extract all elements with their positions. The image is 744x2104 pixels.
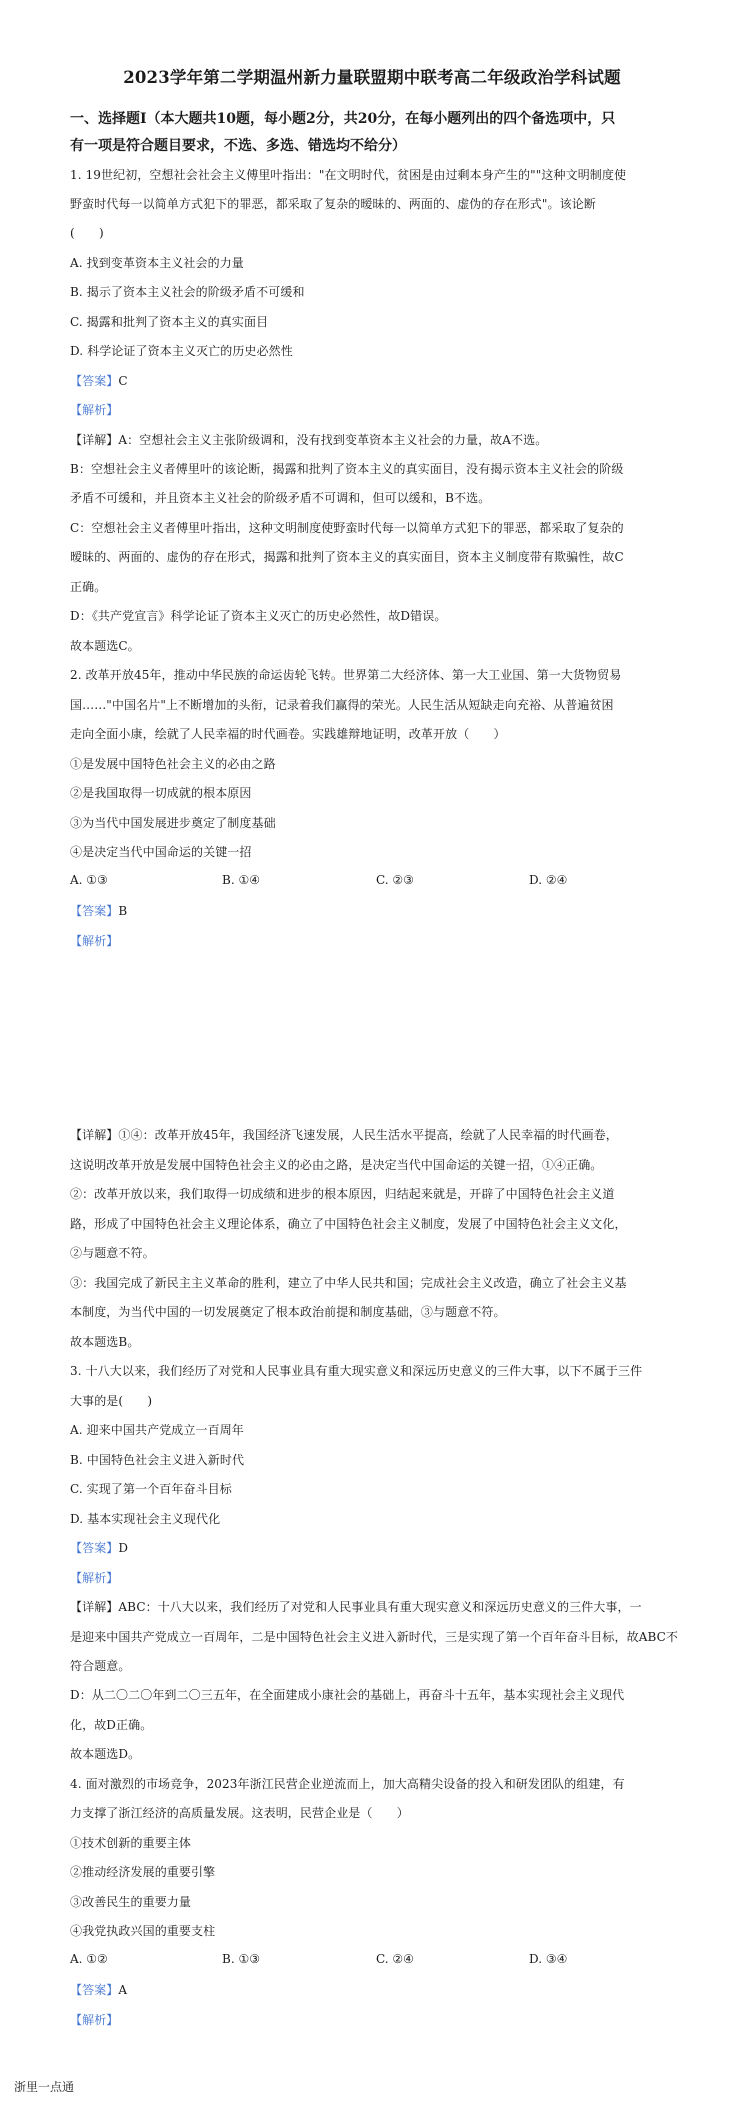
q2-item-1: ①是发展中国特色社会主义的必由之路 [70, 757, 276, 771]
q4-stem-line-2: 力支撑了浙江经济的高质量发展。这表明，民营企业是（ ） [70, 1806, 409, 1820]
q2-stem-line-1: 2. 改革开放45年，推动中华民族的命运齿轮飞转。世界第二大经济体、第一大工业国、第一大货物贸易 [70, 668, 622, 682]
q3-detail-line-2: 是迎来中国共产党成立一百周年，二是中国特色社会主义进入新时代，三是实现了第一个百年奋斗目标，故ABC不 [70, 1630, 678, 1644]
q4-item-1: ①技术创新的重要主体 [70, 1836, 192, 1850]
answer-value: C [118, 374, 128, 388]
q2-item-4: ④是决定当代中国命运的关键一招 [70, 845, 252, 859]
exam-title: 2023学年第二学期温州新力量联盟期中联考高二年级政治学科试题 [123, 68, 621, 87]
q3-answer [70, 1539, 128, 1556]
section-heading-line-2: 有一项是符合题目要求，不选、多选、错选均不给分） [70, 138, 406, 154]
q2-stem-line-2: 国……"中国名片"上不断增加的头衔，记录着我们赢得的荣光。人民生活从短缺走向充裕、从普遍贫困 [70, 698, 614, 712]
q4-option-a: A. ①② [70, 1952, 108, 1966]
answer-value: A [118, 1983, 128, 1997]
q2-analysis-tag: 【解析】 [70, 934, 119, 948]
q4-analysis-tag: 【解析】 [70, 2013, 119, 2027]
answer-tag: 【答案】 [70, 1983, 119, 1997]
answer-value: D [118, 1541, 129, 1555]
section-heading-line-1: 一、选择题Ⅰ（本大题共10题，每小题2分，共20分，在每小题列出的四个备选项中，只 [70, 111, 616, 127]
q3-detail-line-5: 化，故D正确。 [70, 1718, 153, 1732]
answer-tag: 【答案】 [70, 1541, 119, 1555]
q1-stem-line-2: 野蛮时代每一以简单方式犯下的罪恶，都采取了复杂的暧昧的、两面的、虚伪的存在形式"。该论断 [70, 197, 596, 211]
q4-answer [70, 1981, 127, 1998]
q3-detail-line-4: D：从二〇二〇年到二〇三五年，在全面建成小康社会的基础上，再奋斗十五年，基本实现社会主义现代 [70, 1688, 625, 1702]
q1-detail-line-8: 故本题选C。 [70, 639, 140, 653]
q2-detail-line-2: 这说明改革开放是发展中国特色社会主义的必由之路，是决定当代中国命运的关键一招，①④正确。 [70, 1158, 603, 1172]
q2-option-d: D. ②④ [529, 873, 568, 887]
q3-detail-line-1: 【详解】ABC：十八大以来，我们经历了对党和人民事业具有重大现实意义和深远历史意义的三件大事，一 [70, 1600, 642, 1614]
q3-option-c: C. 实现了第一个百年奋斗目标 [70, 1482, 232, 1496]
q4-item-3: ③改善民生的重要力量 [70, 1895, 192, 1909]
q1-option-c: C. 揭露和批判了资本主义的真实面目 [70, 315, 269, 329]
q3-analysis-tag: 【解析】 [70, 1571, 119, 1585]
q2-answer [70, 902, 127, 919]
q2-detail-line-1: 【详解】①④：改革开放45年，我国经济飞速发展，人民生活水平提高，绘就了人民幸福的时代画卷， [70, 1128, 618, 1142]
q1-detail-line-3: 矛盾不可缓和，并且资本主义社会的阶级矛盾不可调和，但可以缓和，B不选。 [70, 491, 491, 505]
answer-tag: 【答案】 [70, 374, 119, 388]
q1-option-b: B. 揭示了资本主义社会的阶级矛盾不可缓和 [70, 285, 305, 299]
q2-detail-line-7: 本制度，为当代中国的一切发展奠定了根本政治前提和制度基础，③与题意不符。 [70, 1305, 506, 1319]
q1-option-d: D. 科学论证了资本主义灭亡的历史必然性 [70, 344, 293, 358]
q1-stem-line-1: 1. 19世纪初，空想社会社会主义傅里叶指出："在文明时代，贫困是由过剩本身产生的""这种文明制度使 [70, 168, 627, 182]
q3-option-a: A. 迎来中国共产党成立一百周年 [70, 1423, 244, 1437]
q2-detail-line-5: ②与题意不符。 [70, 1246, 155, 1260]
q1-detail-line-6: 正确。 [70, 580, 107, 594]
q1-answer [70, 372, 128, 389]
q2-item-3: ③为当代中国发展进步奠定了制度基础 [70, 816, 276, 830]
q1-detail-line-1: 【详解】A：空想社会主义主张阶级调和，没有找到变革资本主义社会的力量，故A不选。 [70, 433, 548, 447]
q3-detail-line-6: 故本题选D。 [70, 1747, 141, 1761]
q1-detail-line-5: 暧昧的、两面的、虚伪的存在形式，揭露和批判了资本主义的真实面目，资本主义制度带有欺骗性，故C [70, 550, 624, 564]
answer-value: B [118, 904, 128, 918]
q2-detail-line-6: ③：我国完成了新民主主义革命的胜利，建立了中华人民共和国；完成社会主义改造，确立了社会主义基 [70, 1276, 627, 1290]
q2-detail-line-4: 路，形成了中国特色社会主义理论体系，确立了中国特色社会主义制度，发展了中国特色社会主义文化， [70, 1217, 627, 1231]
q1-detail-line-2: B：空想社会主义者傅里叶的该论断，揭露和批判了资本主义的真实面目，没有揭示资本主义社会的阶级 [70, 462, 624, 476]
q2-detail-line-8: 故本题选B。 [70, 1335, 140, 1349]
footer-watermark: 浙里一点通 [14, 2080, 75, 2094]
q4-option-b: B. ①③ [222, 1952, 260, 1966]
q2-option-b: B. ①④ [222, 873, 260, 887]
q4-item-2: ②推动经济发展的重要引擎 [70, 1865, 216, 1879]
detail-tag: 【详解】 [70, 1600, 119, 1614]
q1-analysis-tag: 【解析】 [70, 403, 119, 417]
q3-option-d: D. 基本实现社会主义现代化 [70, 1512, 221, 1526]
q1-stem-line-3: ( ) [70, 226, 104, 240]
q2-detail-line-3: ②：改革开放以来，我们取得一切成绩和进步的根本原因，归结起来就是，开辟了中国特色社会主义道 [70, 1187, 615, 1201]
q4-stem-line-1: 4. 面对激烈的市场竞争，2023年浙江民营企业逆流而上，加大高精尖设备的投入和研发团队的组建，有 [70, 1777, 625, 1791]
q4-option-d: D. ③④ [529, 1952, 568, 1966]
q1-option-a: A. 找到变革资本主义社会的力量 [70, 256, 244, 270]
detail-tag: 【详解】 [70, 433, 119, 447]
q4-item-4: ④我党执政兴国的重要支柱 [70, 1924, 216, 1938]
q4-option-c: C. ②④ [376, 1952, 414, 1966]
q2-option-a: A. ①③ [70, 873, 108, 887]
q1-detail-line-7: D：《共产党宣言》科学论证了资本主义灭亡的历史必然性，故D错误。 [70, 609, 447, 623]
detail-tag: 【详解】 [70, 1128, 119, 1142]
q1-detail-line-4: C：空想社会主义者傅里叶指出，这种文明制度使野蛮时代每一以简单方式犯下的罪恶，都采取了复杂的 [70, 521, 624, 535]
q3-stem-line-2: 大事的是( ) [70, 1394, 153, 1408]
q3-option-b: B. 中国特色社会主义进入新时代 [70, 1453, 245, 1467]
answer-tag: 【答案】 [70, 904, 119, 918]
q2-stem-line-3: 走向全面小康，绘就了人民幸福的时代画卷。实践雄辩地证明，改革开放（ ） [70, 727, 506, 741]
q3-detail-line-3: 符合题意。 [70, 1659, 131, 1673]
q2-option-c: C. ②③ [376, 873, 414, 887]
q3-stem-line-1: 3. 十八大以来，我们经历了对党和人民事业具有重大现实意义和深远历史意义的三件大事，以下不属于三件 [70, 1364, 643, 1378]
q2-item-2: ②是我国取得一切成就的根本原因 [70, 786, 252, 800]
